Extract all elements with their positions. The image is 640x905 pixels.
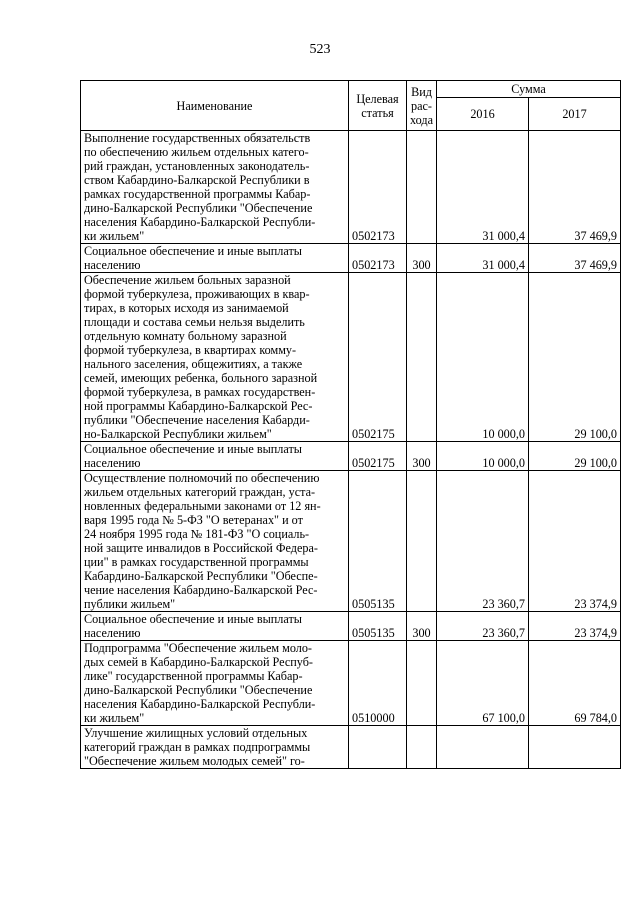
row-name: [81, 244, 349, 273]
row-name-line: населению: [84, 258, 141, 272]
row-value-2017: 29 100,0: [529, 273, 621, 442]
row-name-line: дино-Балкарской Республики "Обеспечение: [84, 683, 313, 697]
row-value-2016: 10 000,0: [437, 442, 529, 471]
row-name-line: 24 ноября 1995 года № 181-ФЗ "О социаль-: [84, 527, 310, 541]
row-name-line: формой туберкулеза, в рамках государствен-: [84, 385, 316, 399]
row-name-line: ством Кабардино-Балкарской Республики в: [84, 173, 310, 187]
page-number: 523: [309, 42, 331, 57]
row-name-line: отдельную комнату больному заразной: [84, 329, 287, 343]
row-name-line: ки жильем": [84, 229, 145, 243]
row-value-2016: [437, 726, 529, 769]
row-name-line: семей, имеющих ребенка, больного заразной: [84, 371, 318, 385]
table-row: [81, 244, 621, 273]
row-name-line: дых семей в Кабардино-Балкарской Респуб-: [84, 655, 313, 669]
row-kind: [407, 273, 437, 442]
row-name-line: ки жильем": [84, 711, 145, 725]
row-code: 0502175: [349, 273, 407, 442]
row-kind: 300: [407, 442, 437, 471]
header-sum: Сумма: [437, 81, 621, 98]
row-name-line: публики жильем": [84, 597, 176, 611]
row-kind: 300: [407, 612, 437, 641]
row-name-line: публики "Обеспечение населения Кабарди-: [84, 413, 310, 427]
row-name-line: формой туберкулеза, в квартирах комму-: [84, 343, 297, 357]
row-name-line: Осуществление полномочий по обеспечению: [84, 471, 320, 485]
row-name-line: дино-Балкарской Республики "Обеспечение: [84, 201, 313, 215]
row-value-2017: 23 374,9: [529, 612, 621, 641]
row-value-2016: 67 100,0: [437, 641, 529, 726]
row-name-line: Обеспечение жильем больных заразной: [84, 273, 291, 287]
row-name-line: Социальное обеспечение и иные выплаты: [84, 244, 302, 258]
row-name-line: чение населения Кабардино-Балкарской Рес-: [84, 583, 318, 597]
row-name-line: Социальное обеспечение и иные выплаты: [84, 612, 302, 626]
row-name-line: площади и состава семьи нельзя выделить: [84, 315, 305, 329]
header-kind-line2: рас-: [411, 98, 432, 113]
row-code: 0505135: [349, 612, 407, 641]
row-kind: 300: [407, 244, 437, 273]
row-name-line: по обеспечению жильем отдельных катего-: [84, 145, 309, 159]
row-code: [349, 726, 407, 769]
row-name-line: рий граждан, установленных законодатель-: [84, 159, 310, 173]
row-name-line: "Обеспечение жильем молодых семей" го-: [84, 754, 305, 768]
row-name: [81, 726, 349, 769]
header-code-line2: статья: [361, 105, 394, 120]
row-name-line: Выполнение государственных обязательств: [84, 131, 311, 145]
header-year-2016: 2016: [437, 98, 529, 131]
row-kind: [407, 641, 437, 726]
table-row: [81, 273, 621, 442]
row-code: 0502175: [349, 442, 407, 471]
table-row: [81, 131, 621, 244]
row-name: [81, 471, 349, 612]
row-code: 0510000: [349, 641, 407, 726]
row-name-line: Улучшение жилищных условий отдельных: [84, 726, 308, 740]
row-kind: [407, 726, 437, 769]
row-value-2017: 29 100,0: [529, 442, 621, 471]
header-code: [349, 81, 407, 131]
table-row: [81, 471, 621, 612]
row-name-line: населения Кабардино-Балкарской Республи-: [84, 697, 316, 711]
row-name: [81, 641, 349, 726]
row-name-line: лике" государственной программы Кабар-: [84, 669, 303, 683]
row-name-line: Социальное обеспечение и иные выплаты: [84, 442, 302, 456]
row-value-2017: 69 784,0: [529, 641, 621, 726]
row-name-line: ции" в рамках государственной программы: [84, 555, 309, 569]
row-name: [81, 442, 349, 471]
row-name-line: населению: [84, 626, 141, 640]
row-name-line: жильем отдельных категорий граждан, уста-: [84, 485, 316, 499]
table-row: [81, 641, 621, 726]
header-kind: [407, 81, 437, 131]
row-name: [81, 612, 349, 641]
row-code: 0502173: [349, 244, 407, 273]
row-name-line: нального заселения, общежитиях, а также: [84, 357, 303, 371]
row-value-2017: [529, 726, 621, 769]
row-name-line: населению: [84, 456, 141, 470]
row-kind: [407, 471, 437, 612]
header-code-line1: Целевая: [356, 91, 399, 106]
row-kind: [407, 131, 437, 244]
row-name-line: формой туберкулеза, проживающих в квар-: [84, 287, 310, 301]
table-row: [81, 726, 621, 769]
row-name-line: ной защите инвалидов в Российской Федера-: [84, 541, 318, 555]
row-value-2016: 31 000,4: [437, 131, 529, 244]
table-row: [81, 612, 621, 641]
row-name-line: рамках государственной программы Кабар-: [84, 187, 311, 201]
row-code: 0502173: [349, 131, 407, 244]
header-year-2017: 2017: [529, 98, 621, 131]
row-name-line: новленных федеральными законами от 12 ян-: [84, 499, 321, 513]
row-value-2017: 23 374,9: [529, 471, 621, 612]
row-value-2016: 31 000,4: [437, 244, 529, 273]
row-value-2016: 23 360,7: [437, 471, 529, 612]
row-name: [81, 273, 349, 442]
header-kind-line3: хода: [410, 112, 433, 127]
row-name-line: Кабардино-Балкарской Республики "Обеспе-: [84, 569, 318, 583]
row-name-line: ной программы Кабардино-Балкарской Рес-: [84, 399, 313, 413]
row-name-line: категорий граждан в рамках подпрограммы: [84, 740, 311, 754]
budget-table: [80, 80, 621, 769]
table-header: [81, 81, 621, 131]
table-row: [81, 442, 621, 471]
row-name-line: тирах, в которых исходя из занимаемой: [84, 301, 289, 315]
header-name: Наименование: [81, 81, 349, 131]
row-code: 0505135: [349, 471, 407, 612]
row-value-2016: 23 360,7: [437, 612, 529, 641]
table-body: [81, 131, 621, 769]
row-name-line: варя 1995 года № 5-ФЗ "О ветеранах" и от: [84, 513, 303, 527]
header-kind-line1: Вид: [411, 84, 432, 99]
row-value-2017: 37 469,9: [529, 131, 621, 244]
row-value-2016: 10 000,0: [437, 273, 529, 442]
row-name: [81, 131, 349, 244]
row-value-2017: 37 469,9: [529, 244, 621, 273]
row-name-line: но-Балкарской Республики жильем": [84, 427, 272, 441]
row-name-line: населения Кабардино-Балкарской Республи-: [84, 215, 316, 229]
row-name-line: Подпрограмма "Обеспечение жильем моло-: [84, 641, 312, 655]
